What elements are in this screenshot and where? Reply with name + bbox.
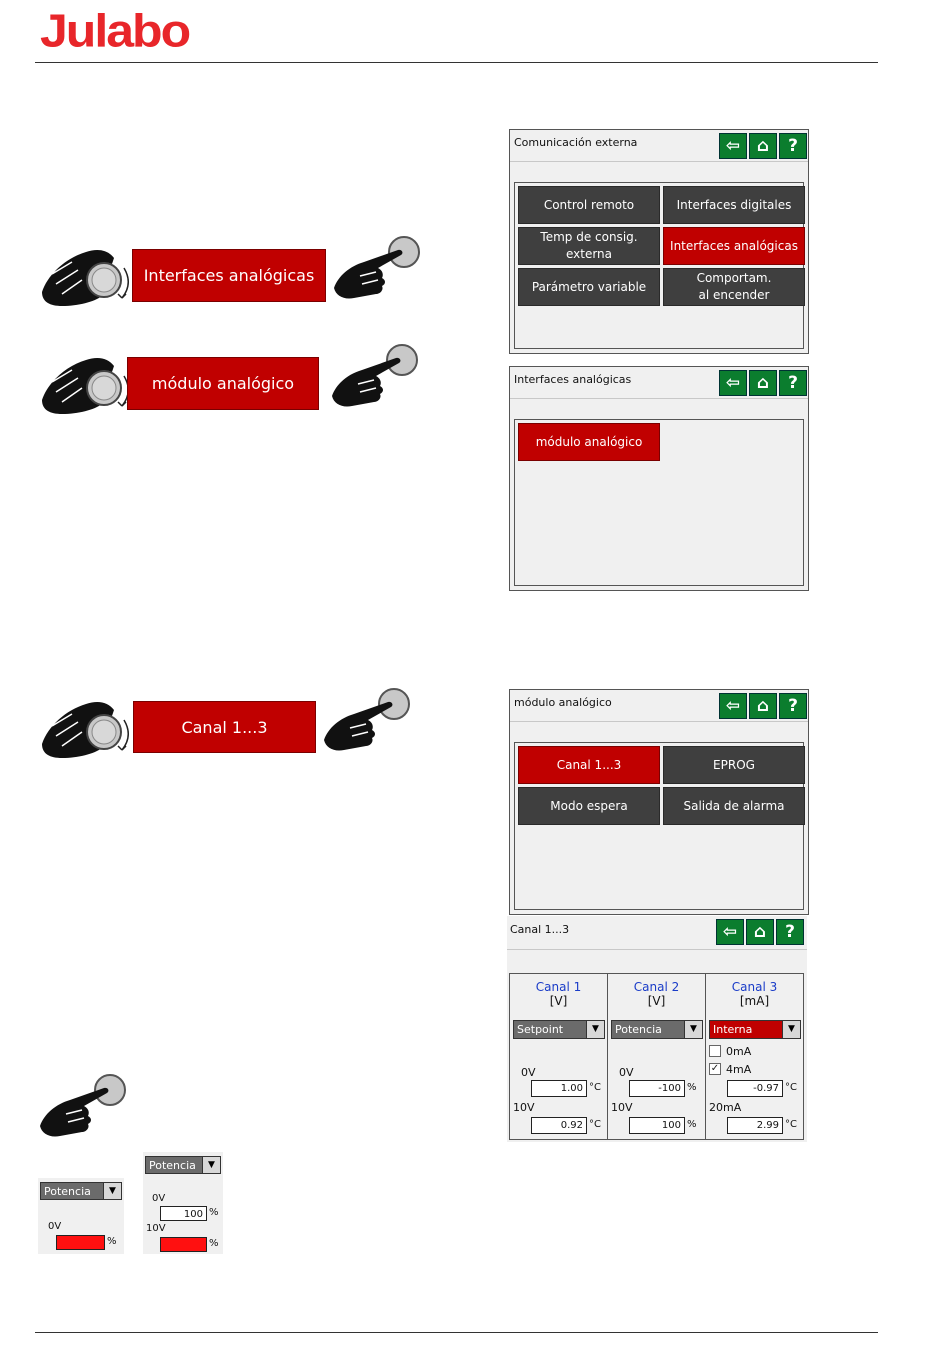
high-label: 10V xyxy=(146,1223,166,1234)
channel-3-low-input[interactable]: -0.97 xyxy=(727,1080,783,1097)
pointing-hand-icon xyxy=(330,344,422,408)
help-icon[interactable]: ? xyxy=(779,370,807,396)
high-label: 20mA xyxy=(709,1101,742,1114)
chevron-down-icon: ▼ xyxy=(782,1021,800,1038)
knob-hand-icon xyxy=(38,352,130,416)
example-b-low-input[interactable]: 100 xyxy=(160,1206,207,1221)
option-label: 4mA xyxy=(726,1063,752,1076)
high-label: 10V xyxy=(513,1101,535,1114)
low-label: 0V xyxy=(152,1193,166,1204)
back-arrow-icon[interactable]: ⇦ xyxy=(719,133,747,159)
channel-name: Canal 2 xyxy=(633,980,680,994)
interfaces-digitales-button[interactable]: Interfaces digitales xyxy=(663,186,805,224)
knob-hand-icon xyxy=(38,696,130,760)
unit-label: % xyxy=(107,1236,117,1247)
low-label: 0V xyxy=(619,1066,634,1079)
low-label: 0V xyxy=(521,1066,536,1079)
interfaces-analogicas-menu-button[interactable]: Interfaces analógicas xyxy=(663,227,805,265)
channel-1-select[interactable]: Setpoint ▼ xyxy=(513,1020,605,1039)
knob-hand-icon xyxy=(38,244,130,308)
bottom-divider xyxy=(35,1332,878,1333)
unit-label: % xyxy=(209,1238,219,1249)
channel-3-high-input[interactable]: 2.99 xyxy=(727,1117,783,1134)
home-icon[interactable]: ⌂ xyxy=(746,919,774,945)
channel-name: Canal 1 xyxy=(535,980,582,994)
channel-unit: [mA] xyxy=(739,994,770,1008)
unit-label: % xyxy=(209,1207,219,1218)
help-icon[interactable]: ? xyxy=(776,919,804,945)
screen-modulo-analogico xyxy=(509,689,809,915)
unit-label: % xyxy=(687,1119,697,1130)
chevron-down-icon: ▼ xyxy=(586,1021,604,1038)
channel-2-low-input[interactable]: -100 xyxy=(629,1080,685,1097)
back-arrow-icon[interactable]: ⇦ xyxy=(719,370,747,396)
channels-table xyxy=(509,973,804,1140)
screen-title: módulo analógico xyxy=(514,696,612,709)
channel-1-column xyxy=(510,974,608,1139)
unit-label: °C xyxy=(589,1119,601,1130)
channel-2-column xyxy=(608,974,706,1139)
channel-unit: [V] xyxy=(647,994,666,1008)
menu-panel xyxy=(514,742,804,910)
help-icon[interactable]: ? xyxy=(779,693,807,719)
screen-interfaces-analogicas xyxy=(509,366,809,591)
channel-2-select[interactable]: Potencia ▼ xyxy=(611,1020,703,1039)
modulo-analogico-menu-button[interactable]: módulo analógico xyxy=(518,423,660,461)
canal-1-3-button[interactable]: Canal 1...3 xyxy=(133,701,316,753)
example-a-panel xyxy=(38,1178,124,1254)
0ma-checkbox[interactable] xyxy=(709,1045,721,1057)
low-label: 0V xyxy=(48,1221,62,1232)
temp-consig-externa-button[interactable]: Temp de consig. externa xyxy=(518,227,660,265)
channel-3-column xyxy=(706,974,803,1139)
modulo-analogico-button[interactable]: módulo analógico xyxy=(127,357,319,410)
home-icon[interactable]: ⌂ xyxy=(749,370,777,396)
comportam-al-encender-button[interactable]: Comportam. al encender xyxy=(663,268,805,306)
control-remoto-button[interactable]: Control remoto xyxy=(518,186,660,224)
pointing-hand-icon xyxy=(38,1074,130,1138)
top-divider xyxy=(35,62,878,63)
example-b-panel xyxy=(143,1152,223,1254)
pointing-hand-icon xyxy=(322,688,414,752)
unit-label: °C xyxy=(785,1082,797,1093)
channel-unit: [V] xyxy=(549,994,568,1008)
screen-title: Comunicación externa xyxy=(514,136,638,149)
screen-title: Canal 1...3 xyxy=(510,923,570,936)
unit-label: % xyxy=(687,1082,697,1093)
channel-name: Canal 3 xyxy=(731,980,778,994)
unit-label: °C xyxy=(785,1119,797,1130)
chevron-down-icon: ▼ xyxy=(103,1183,121,1199)
back-arrow-icon[interactable]: ⇦ xyxy=(719,693,747,719)
pointing-hand-icon xyxy=(332,236,424,300)
4ma-checkbox[interactable]: ✓ xyxy=(710,1063,720,1074)
back-arrow-icon[interactable]: ⇦ xyxy=(716,919,744,945)
home-icon[interactable]: ⌂ xyxy=(749,693,777,719)
interfaces-analogicas-button[interactable]: Interfaces analógicas xyxy=(132,249,326,302)
eprog-button[interactable]: EPROG xyxy=(663,746,805,784)
channel-1-low-input[interactable]: 1.00 xyxy=(531,1080,587,1097)
screen-comunicacion-externa xyxy=(509,129,809,354)
chevron-down-icon: ▼ xyxy=(684,1021,702,1038)
channel-3-select[interactable]: Interna ▼ xyxy=(709,1020,801,1039)
example-b-select[interactable]: Potencia ▼ xyxy=(145,1156,221,1174)
example-a-select[interactable]: Potencia ▼ xyxy=(40,1182,122,1200)
channel-1-high-input[interactable]: 0.92 xyxy=(531,1117,587,1134)
help-icon[interactable]: ? xyxy=(779,133,807,159)
modo-espera-button[interactable]: Modo espera xyxy=(518,787,660,825)
screen-canal-1-3 xyxy=(507,916,807,1142)
home-icon[interactable]: ⌂ xyxy=(749,133,777,159)
channel-2-high-input[interactable]: 100 xyxy=(629,1117,685,1134)
example-b-high-input[interactable]: 0 xyxy=(160,1237,207,1252)
example-a-input[interactable]: -100 xyxy=(56,1235,105,1250)
option-label: 0mA xyxy=(726,1045,752,1058)
unit-label: °C xyxy=(589,1082,601,1093)
menu-panel xyxy=(514,419,804,586)
menu-panel xyxy=(514,182,804,349)
salida-de-alarma-button[interactable]: Salida de alarma xyxy=(663,787,805,825)
high-label: 10V xyxy=(611,1101,633,1114)
chevron-down-icon: ▼ xyxy=(202,1157,220,1173)
julabo-logo: Julabo xyxy=(40,5,190,57)
parametro-variable-button[interactable]: Parámetro variable xyxy=(518,268,660,306)
canal-1-3-menu-button[interactable]: Canal 1...3 xyxy=(518,746,660,784)
screen-title: Interfaces analógicas xyxy=(514,373,632,386)
